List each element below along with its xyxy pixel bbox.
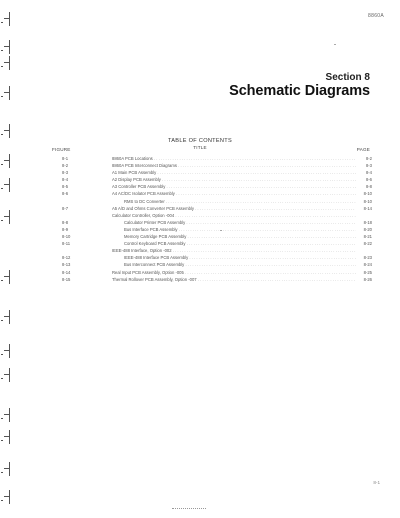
toc-row bbox=[0, 212, 400, 219]
toc-page-number: 8-14 bbox=[363, 205, 372, 211]
toc-entry-title: 8860A PCB Locations . . . bbox=[112, 155, 356, 162]
toc-page-number: 8-24 bbox=[363, 262, 372, 268]
toc-figure-number: 8-6 bbox=[62, 191, 69, 197]
toc-entry-title: A4 AC/DC Isolator PCB Assembly . . . bbox=[112, 190, 356, 197]
toc-row bbox=[0, 219, 400, 226]
binder-mark bbox=[0, 430, 18, 446]
toc-page-number: 8-6 bbox=[365, 177, 372, 183]
toc-page-number: 8-8 bbox=[365, 184, 372, 190]
toc-entry-title: Calculator Printer PCB Assembly . . . bbox=[124, 219, 356, 226]
toc-row bbox=[0, 254, 400, 261]
toc-row bbox=[0, 247, 400, 254]
toc-page-number: 8-22 bbox=[363, 241, 372, 247]
toc-row bbox=[0, 240, 400, 247]
toc-page-number: 8-20 bbox=[363, 226, 372, 232]
toc-figure-number: 8-3 bbox=[62, 170, 69, 176]
binder-mark bbox=[0, 310, 18, 326]
section-number: Section 8 bbox=[325, 72, 370, 83]
toc-row bbox=[0, 155, 400, 162]
toc-page-number: 8-2 bbox=[365, 156, 372, 161]
toc-figure-number: 8-5 bbox=[62, 184, 69, 190]
toc-figure-number: 8-13 bbox=[62, 262, 71, 268]
binder-mark bbox=[0, 40, 18, 56]
toc-entry-title: RMS to DC Converter . . . bbox=[124, 198, 356, 205]
toc-figure-number: 8-10 bbox=[62, 234, 71, 240]
binder-mark bbox=[0, 490, 18, 506]
footer-rule bbox=[172, 508, 206, 511]
toc-row bbox=[0, 269, 400, 276]
toc-entry-title: Bus Interconnect PCB Assembly . . . bbox=[124, 261, 356, 268]
toc-figure-number: 8-12 bbox=[62, 255, 71, 261]
toc-row bbox=[0, 205, 400, 212]
toc-figure-number: 8-14 bbox=[62, 269, 71, 275]
toc-row bbox=[0, 190, 400, 197]
toc-entry-title: A3 Controller PCB Assembly . . . bbox=[112, 183, 356, 190]
toc-page-number: 8-23 bbox=[363, 255, 372, 261]
toc-figure-number: 8-1 bbox=[62, 156, 69, 161]
toc-figure-number: 8-2 bbox=[62, 163, 69, 169]
toc-page-number: 8-18 bbox=[363, 219, 372, 225]
scan-speck bbox=[334, 44, 336, 45]
toc-figure-number: 8-8 bbox=[62, 219, 69, 225]
binder-mark bbox=[0, 344, 18, 360]
toc-row bbox=[0, 233, 400, 240]
toc-entry-title: Memory Cartridge PCB Assembly . . . bbox=[124, 233, 356, 240]
toc-column-page: PAGE bbox=[356, 147, 370, 152]
section-title: Schematic Diagrams bbox=[229, 83, 370, 99]
toc-entry-title: Calculator Controller, Option -004 . . . bbox=[112, 212, 356, 219]
binder-mark bbox=[0, 12, 18, 28]
toc-page-number: 8-26 bbox=[363, 276, 372, 282]
toc-entry-title: A2 Display PCB Assembly . . . bbox=[112, 176, 356, 183]
toc-entry-title: Thermal Rollover PCB Assembly, Option -007 . . . bbox=[112, 276, 356, 283]
document-code: 8860A bbox=[368, 13, 384, 19]
page-number: 8-1 bbox=[373, 480, 380, 485]
toc-heading: TABLE OF CONTENTS bbox=[167, 138, 233, 144]
toc-entry-title: IEEE-488 Interface PCB Assembly . . . bbox=[124, 254, 356, 261]
toc-page-number: 8-3 bbox=[365, 163, 372, 169]
binder-mark bbox=[0, 462, 18, 478]
toc-page-number: 8-21 bbox=[363, 234, 372, 240]
toc-entry-title: IEEE-488 Interface, Option -002 . . . bbox=[112, 247, 356, 254]
toc-entry-title: Control Keyboard PCB Assembly . . . bbox=[124, 240, 356, 247]
toc-row bbox=[0, 261, 400, 268]
toc-column-figure: FIGURE bbox=[52, 147, 71, 152]
toc-entry-title: A5 A/D and Ohms Converter PCB Assembly . . . bbox=[112, 205, 356, 212]
toc-row bbox=[0, 198, 400, 205]
binder-mark bbox=[0, 368, 18, 384]
toc-page-number: 8-10 bbox=[363, 191, 372, 197]
toc-row bbox=[0, 226, 400, 233]
toc-entry-title: A1 Main PCB Assembly . . . bbox=[112, 169, 356, 176]
toc-figure-number: 8-15 bbox=[62, 276, 71, 282]
toc-row bbox=[0, 169, 400, 176]
toc-row bbox=[0, 162, 400, 169]
toc-figure-number: 8-4 bbox=[62, 177, 69, 183]
binder-mark bbox=[0, 408, 18, 424]
toc-figure-number: 8-7 bbox=[62, 205, 69, 211]
toc-page-number: 8-25 bbox=[363, 269, 372, 275]
toc-entry-title: Bus Interface PCB Assembly . . . bbox=[124, 226, 356, 233]
toc-column-title: TITLE bbox=[193, 145, 207, 150]
toc-page-number: 8-4 bbox=[365, 170, 372, 176]
toc-row bbox=[0, 176, 400, 183]
toc-entry-title: 8860A PCB Interconnect Diagrams . . . bbox=[112, 162, 356, 169]
toc-row bbox=[0, 183, 400, 190]
toc-entry-title: Real Input PCB Assembly, Option -005 . . . bbox=[112, 269, 356, 276]
toc-list bbox=[0, 155, 400, 283]
toc-page-number: 8-10 bbox=[363, 198, 372, 204]
binder-mark bbox=[0, 86, 18, 102]
toc-figure-number: 8-11 bbox=[62, 241, 71, 247]
binder-mark bbox=[0, 56, 18, 72]
toc-row bbox=[0, 276, 400, 283]
toc-figure-number: 8-9 bbox=[62, 226, 69, 232]
